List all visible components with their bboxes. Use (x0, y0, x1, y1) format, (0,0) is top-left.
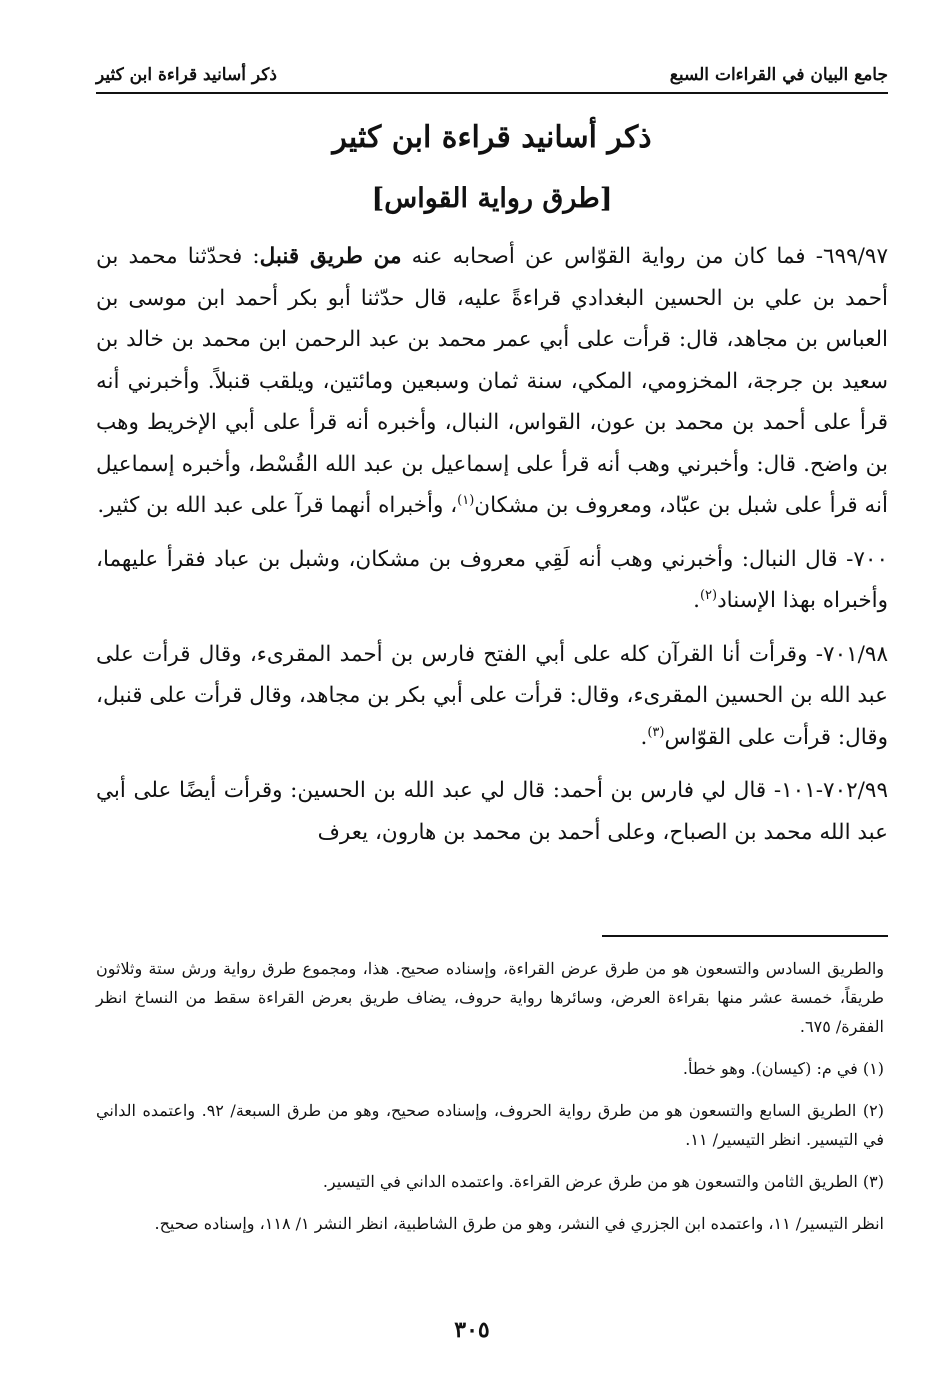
header-chapter-title: ذكر أسانيد قراءة ابن كثير (96, 65, 277, 85)
running-header (96, 58, 888, 94)
paragraph-number: ٧٠٠- (837, 546, 888, 572)
paragraph-number: ٧٠١/٩٨- (807, 641, 888, 667)
footnotes (96, 954, 884, 1251)
footnote-3-continuation: انظر التيسير/ ١١، واعتمده ابن الجزري في النشر، وهو من طرق الشاطبية، انظر النشر ١/ ١١٨، وإسناده صحيح. (154, 1214, 884, 1233)
paragraph-tail: . (693, 588, 700, 613)
paragraph-tail: ، وأخبراه أنهما قرآ على عبد الله بن كثير. (97, 493, 458, 518)
footnote-separator (602, 935, 888, 937)
footnote-1: (١) في م: (كيسان). وهو خطأ. (682, 1059, 884, 1078)
page-number: ٣٠٥ (454, 1317, 490, 1343)
footnote-continuation: والطريق السادس والتسعون هو من طرق عرض القراءة، وإسناده صحيح. هذا، ومجموع طرق رواية ورش ستة وثلاثون طريقاً، خمسة عشر منها بقراءة العرض، وسائرها رواية حروف، يضاف طريق بعرض القراءة سقط من النساخ انظر الفقرة/ ٦٧٥. (96, 959, 884, 1036)
chapter-title: ذكر أسانيد قراءة ابن كثير (332, 120, 652, 155)
section-title: [طرق رواية القواس] (371, 183, 613, 214)
paragraph-tail: . (640, 724, 648, 750)
paragraph-number: ٦٩٩/٩٧- (805, 244, 888, 269)
footnote-ref-3: (٣) (647, 724, 665, 740)
footnote-ref-2: (٢) (699, 587, 718, 603)
paragraph-bold-phrase: من طريق قنبل (259, 244, 402, 269)
paragraph-701 (96, 634, 888, 759)
footnote-3: (٣) الطريق الثامن والتسعون هو من طرق عرض القراءة. واعتمده الداني في التيسير. (322, 1172, 884, 1191)
footnote-2: (٢) الطريق السابع والتسعون هو من طرق رواية الحروف، وإسناده صحيح، وهو من طرق السبعة/ ٩٢. واعتمده الداني في التيسير. انظر التيسير/ ١١. (96, 1101, 884, 1149)
main-text (96, 236, 888, 865)
paragraph-text: وقرأت أنا القرآن كله على أبي الفتح فارس بن أحمد المقرىء، وقال قرأت على عبد الله بن الحسين المقرىء، وقال: قرأت على أبي بكر بن مجاهد، وقال قرأت على قنبل، وقال: قرأت على القوّاس (96, 641, 888, 750)
paragraph-699 (96, 236, 888, 527)
paragraph-number: ٧٠٢/٩٩-١٠١- (766, 778, 888, 803)
paragraph-text: قال النبال: وأخبرني وهب أنه لَقِي معروف بن مشكان، وشبل بن عباد فقرأ عليهما، وأخبراه بهذا الإسناد (96, 546, 888, 613)
paragraph-702 (96, 770, 888, 853)
paragraph-text: قال لي فارس بن أحمد: قال لي عبد الله بن الحسين: وقرأت أيضًا على أبي عبد الله محمد بن الصباح، وعلى أحمد بن محمد بن هارون، يعرف (96, 778, 888, 845)
paragraph-700 (96, 539, 888, 622)
paragraph-text: : فحدّثنا محمد بن أحمد بن علي بن الحسين البغدادي قراءةً عليه، قال حدّثنا أبو بكر أحمد ابن موسى بن العباس بن مجاهد، قال: قرأت على أبي عمر محمد بن عبد الرحمن ابن محمد بن خالد بن سعيد بن جرجة، المخزومي، المكي، سنة ثمان وسبعين ومائتين، ويلقب قنبلاً. وأخبرني أنه قرأ على أحمد بن محمد بن عون، القواس، النبال، وأخبره أنه قرأ على أبي الإخريط وهب بن واضح. قال: وأخبرني وهب أنه قرأ على إسماعيل بن عبد الله القُسْط، وأخبره إسماعيل أنه قرأ على شبل بن عبّاد، ومعروف بن مشكان (96, 244, 888, 518)
footnote-ref-1: (١) (457, 492, 475, 508)
header-book-title: جامع البيان في القراءات السبع (669, 65, 888, 85)
paragraph-lead: فما كان من رواية القوّاس عن أصحابه عنه (401, 244, 806, 269)
